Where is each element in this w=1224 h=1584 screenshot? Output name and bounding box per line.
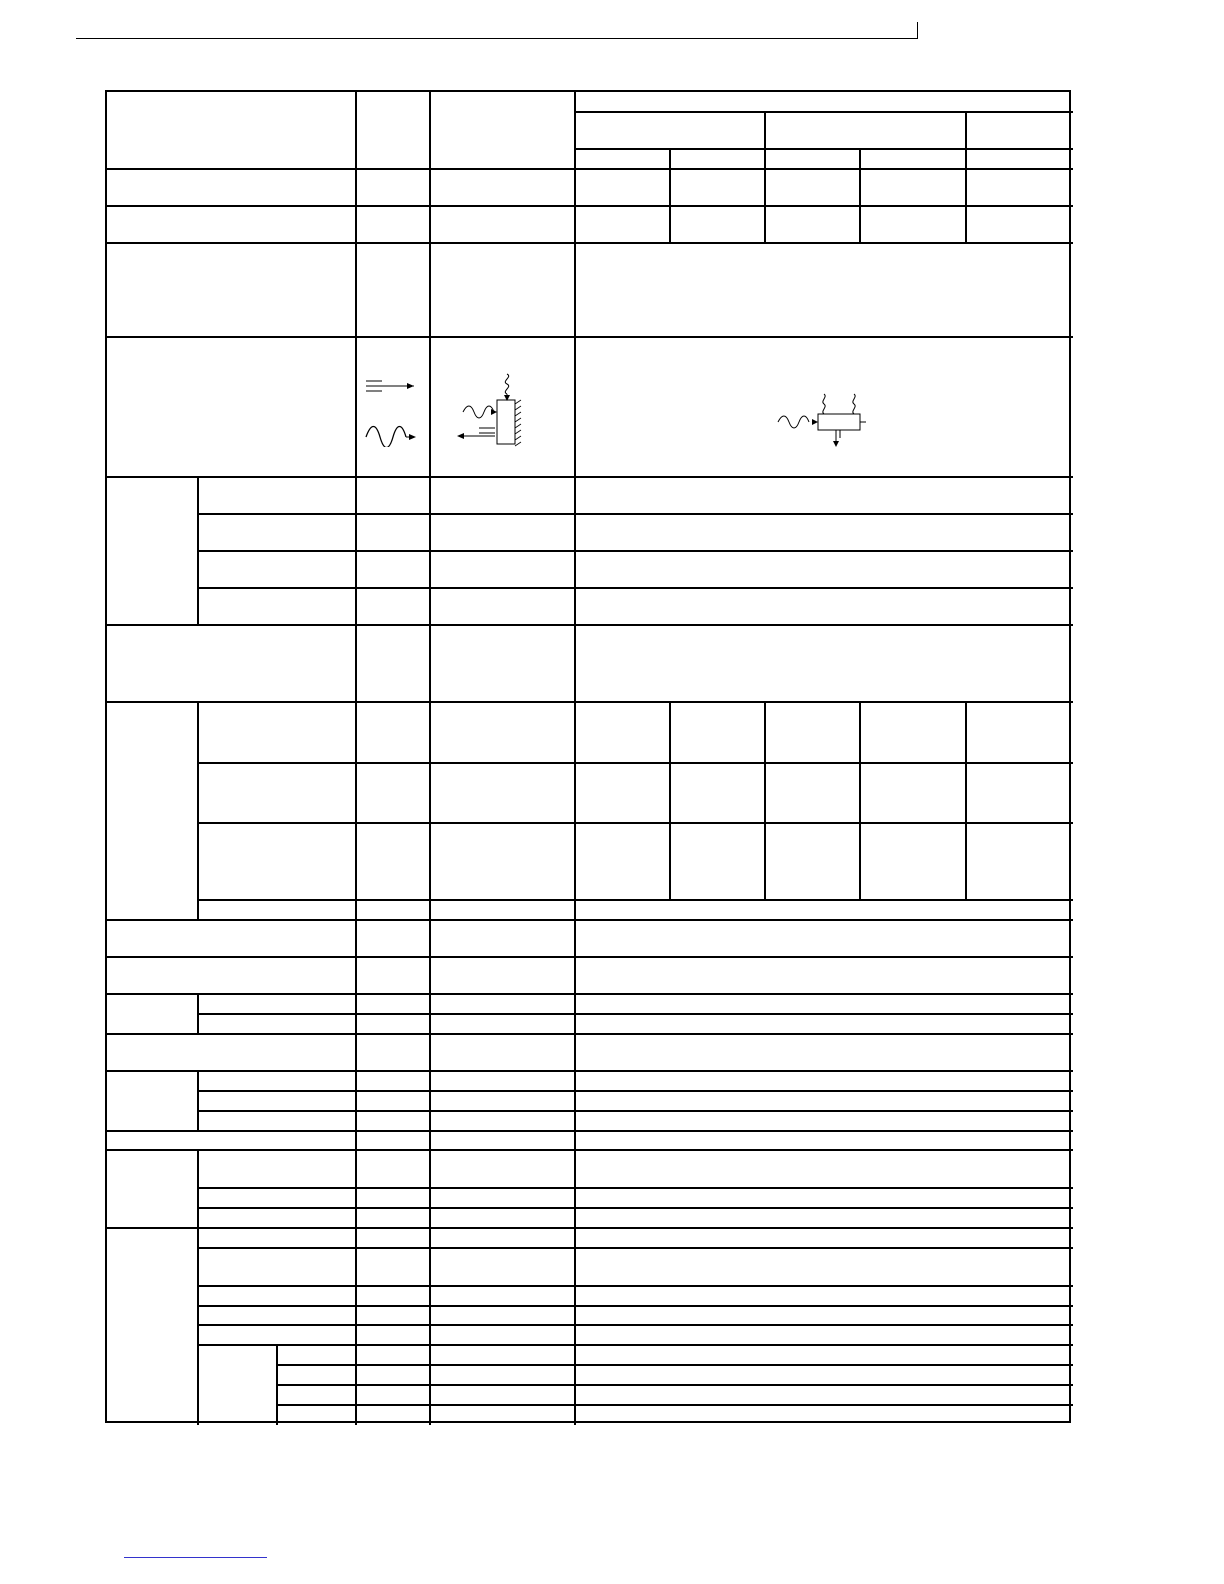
table-row-rule: [107, 701, 1073, 703]
table-column-rule: [669, 148, 671, 242]
table-row-rule: [107, 1130, 1073, 1132]
table-row-rule: [197, 1305, 1073, 1307]
table-row-rule: [107, 1033, 1073, 1035]
table-column-rule: [197, 1070, 199, 1130]
table-column-rule: [574, 92, 576, 1425]
table-row-rule: [197, 513, 1073, 515]
table-row-rule: [107, 1149, 1073, 1151]
table-row-rule: [197, 1247, 1073, 1249]
table-column-rule: [965, 701, 967, 899]
table-column-rule: [197, 701, 199, 919]
table-row-rule: [107, 168, 1073, 170]
table-row-rule: [197, 762, 1073, 764]
table-row-rule: [107, 1070, 1073, 1072]
specification-table: [105, 90, 1071, 1423]
table-column-rule: [764, 111, 766, 242]
table-row-rule: [276, 1404, 1073, 1406]
table-row-rule: [107, 476, 1073, 478]
table-row-rule: [197, 1207, 1073, 1209]
table-row-rule: [107, 242, 1073, 244]
table-column-rule: [965, 111, 967, 242]
table-row-rule: [107, 993, 1073, 995]
table-row-rule: [197, 550, 1073, 552]
page-header-tick: [917, 22, 918, 39]
table-row-rule: [197, 899, 1073, 901]
table-row-rule: [107, 336, 1073, 338]
table-row-rule: [276, 1384, 1073, 1386]
table-row-rule: [197, 1344, 1073, 1346]
table-row-rule: [107, 919, 1073, 921]
table-row-rule: [107, 624, 1073, 626]
reflection-diagram: [455, 370, 535, 452]
table-column-rule: [429, 92, 431, 1425]
table-row-rule: [574, 111, 1073, 113]
table-row-rule: [197, 587, 1073, 589]
wave-symbols-diagram: [362, 375, 420, 447]
table-column-rule: [355, 92, 357, 1425]
table-column-rule: [859, 701, 861, 899]
table-row-rule: [197, 1324, 1073, 1326]
table-column-rule: [669, 701, 671, 899]
table-row-rule: [197, 1013, 1073, 1015]
table-row-rule: [197, 1090, 1073, 1092]
table-column-rule: [197, 1227, 199, 1425]
absorption-diagram: [776, 392, 876, 448]
table-row-rule: [197, 1187, 1073, 1189]
footer-link-underline[interactable]: [124, 1557, 267, 1558]
table-row-rule: [197, 1110, 1073, 1112]
table-row-rule: [197, 1285, 1073, 1287]
table-column-rule: [859, 148, 861, 242]
table-column-rule: [764, 701, 766, 899]
table-row-rule: [107, 1227, 1073, 1229]
table-row-rule: [574, 148, 1073, 150]
table-row-rule: [107, 205, 1073, 207]
table-row-rule: [107, 956, 1073, 958]
table-row-rule: [197, 822, 1073, 824]
page-header-rule: [76, 38, 918, 39]
table-row-rule: [276, 1364, 1073, 1366]
